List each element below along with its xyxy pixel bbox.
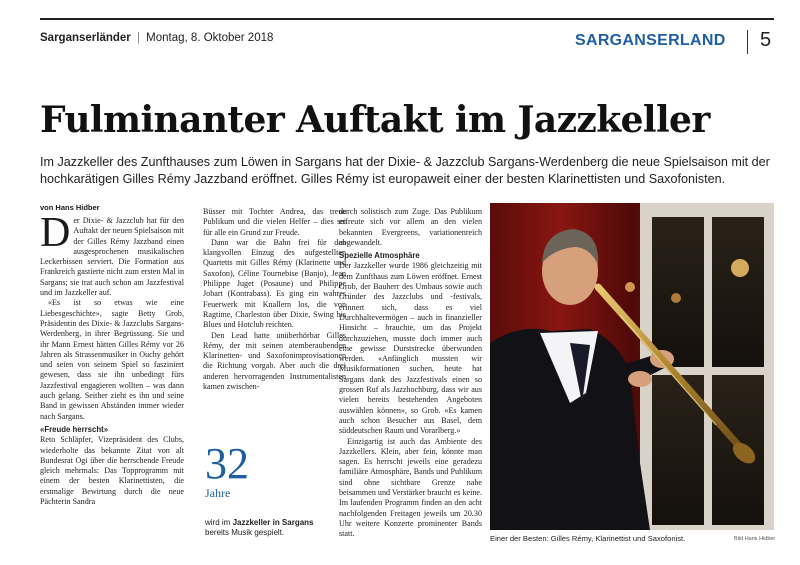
fact-text-part: wird im bbox=[205, 518, 233, 527]
photo-caption: Einer der Besten: Gilles Rémy, Klarinettist und Saxofonist. bbox=[490, 534, 686, 543]
article-column-3 bbox=[339, 207, 482, 549]
paragraph: Der Jazzkeller wurde 1986 gleichzeitig mit dem Zunfthaus zum Löwen eröffnet. Ernest Grob, der Bauherr des Umbaus sowie auch Gründer des Jazzclubs und -festivals, erinnert sich, dass es viel Durchhaltevermögen – auch in finanzieller Hinsicht – brauchte, um das Projekt durchzuziehen, musste doch immer auch eine gewisse Durststrecke überwunden werden. «Anfänglich mussten wir Musikformationen suchen, heute hat Sargans dank des Jazzfestivals einen so grossen Ruf als Jazzhochburg, dass wir aus vielen bereits bestehenden Angeboten auswählen können», so Grob. «Es kamen auch schon Besucher aus Basel, dem süddeutschen Raum und Vorarlberg.» bbox=[339, 261, 482, 436]
paragraph: Reto Schläpfer, Vizepräsident des Clubs, wiederholte das bekannte Zitat von alt Bundesrat Ogi über die herrschende Freude gleich mehrmals: Das Topprogramm mit einem der besten Klarinettisten, die erstmalige Bewirtung durch die neue Pächterin Sandra bbox=[40, 435, 184, 507]
paragraph: «Es ist so etwas wie eine Liebesgeschichte», sagte Betty Grob, Präsidentin des Dixie- & Jazzclubs Sargans-Werdenberg, in ihrer Begrüssung. Sie und ihr Mann Ernest hätten Gilles Rémy vor 26 Jahren als Strassenmusiker in Ouchy gehört und seien von seinem Spiel so fasziniert gewesen, dass sie ihn unbedingt fürs Jazzfestival engagieren wollten – was dann auch gelang. Seither zieht es ihn und seine Band in gewissen Abständen immer wieder nach Sargans. bbox=[40, 298, 184, 421]
paragraph: Büsser mit Tochter Andrea, das treue Publikum und die vielen Helfer – dies sei für alle ein Grund zur Freude. bbox=[203, 207, 346, 237]
byline: von Hans Hidber bbox=[40, 203, 100, 212]
paragraph: durch solistisch zum Zuge. Das Publikum erfreute sich vor allem an den vielen bekannten Evergreens, variationenreich abgewandelt. bbox=[339, 207, 482, 247]
page-number: 5 bbox=[760, 29, 772, 51]
paragraph: Einzigartig ist auch das Ambiente des Jazzkellers. Klein, aber fein, könnte man sagen. Es herrscht jeweils eine geradezu familiäre Atmosphäre, Bands und Publikum sind ohne sichtbare Grenze nahe beisammen und Verstärker braucht es keine. Im laufenden Programm finden an den acht nachfolgenden Freitagen jeweils um 20.30 Uhr weitere Konzerte prominenter Bands statt. bbox=[339, 436, 482, 539]
lead-paragraph: Im Jazzkeller des Zunfthauses zum Löwen in Sargans hat der Dixie- & Jazzclub Sargans-Werdenberg die neue Spielsaison mit der hochkarätigen Gilles Rémy Jazzband eröffnet. Gilles Rémy ist europaweit einer der besten Klarinettisten und Saxofonisten. bbox=[40, 155, 770, 186]
article-photo bbox=[490, 203, 774, 530]
article-column-1 bbox=[40, 216, 184, 548]
section-title: SARGANSERLAND bbox=[575, 32, 726, 49]
newspaper-name: Sarganserländer bbox=[40, 32, 131, 44]
masthead bbox=[40, 32, 273, 44]
issue-date: Montag, 8. Oktober 2018 bbox=[146, 32, 274, 44]
subheading: «Freude herrscht» bbox=[40, 424, 109, 434]
photo-saxophonist-illustration bbox=[490, 203, 774, 530]
fact-box-number: 32 bbox=[205, 439, 249, 488]
fact-box-unit: Jahre bbox=[205, 486, 231, 500]
fact-box-text bbox=[205, 518, 335, 538]
headline: Fulminanter Auftakt im Jazzkeller bbox=[40, 99, 710, 141]
fact-text-part: bereits Musik gespielt. bbox=[205, 528, 285, 537]
paragraph: Den Lead hatte unüberhörbar Gilles Rémy, der mit seinen atemberaubenden Klarinetten- und Saxofonimprovisationen die Richtung vorgab. Aber auch die drei anderen hervorragenden Instrumentalisten kamen zwischen- bbox=[203, 330, 346, 392]
photo-credit: Bild Hans Hidber bbox=[734, 536, 776, 542]
masthead-separator: | bbox=[136, 32, 140, 44]
article-column-2 bbox=[203, 207, 346, 395]
fact-text-bold: Jazzkeller in Sargans bbox=[232, 518, 314, 527]
subheading: Spezielle Atmosphäre bbox=[339, 251, 420, 261]
top-rule bbox=[40, 18, 774, 20]
paragraph: er Dixie- & Jazzclub hat für den Auftakt der neuen Spielsaison mit der Gilles Rémy Jazzband einen ausgesprochenen musikalischen Leckerbissen serviert. Die Formation aus Frankreich gastierte nicht zum ersten Mal in Sargans; sie trat auch schon am Jazzfestival und im Jazzkeller auf. bbox=[40, 216, 184, 298]
section-divider bbox=[747, 30, 748, 54]
paragraph: Dann war die Bahn frei für den klangvollen Einzug des aufgestellten Quartetts mit Gilles Rémy (Klarinette und Saxofon), Céline Tournebise (Banjo), Jean Philippe Juget (Posaune) und Philippe Jobart (Kontrabass). Es ging ein wahres Feuerwerk mit Knallern los, die von Ragtime, Charleston über Dixie, Swing bis Blues und Hotclub reichten. bbox=[203, 237, 346, 330]
drop-cap: D bbox=[40, 216, 71, 256]
